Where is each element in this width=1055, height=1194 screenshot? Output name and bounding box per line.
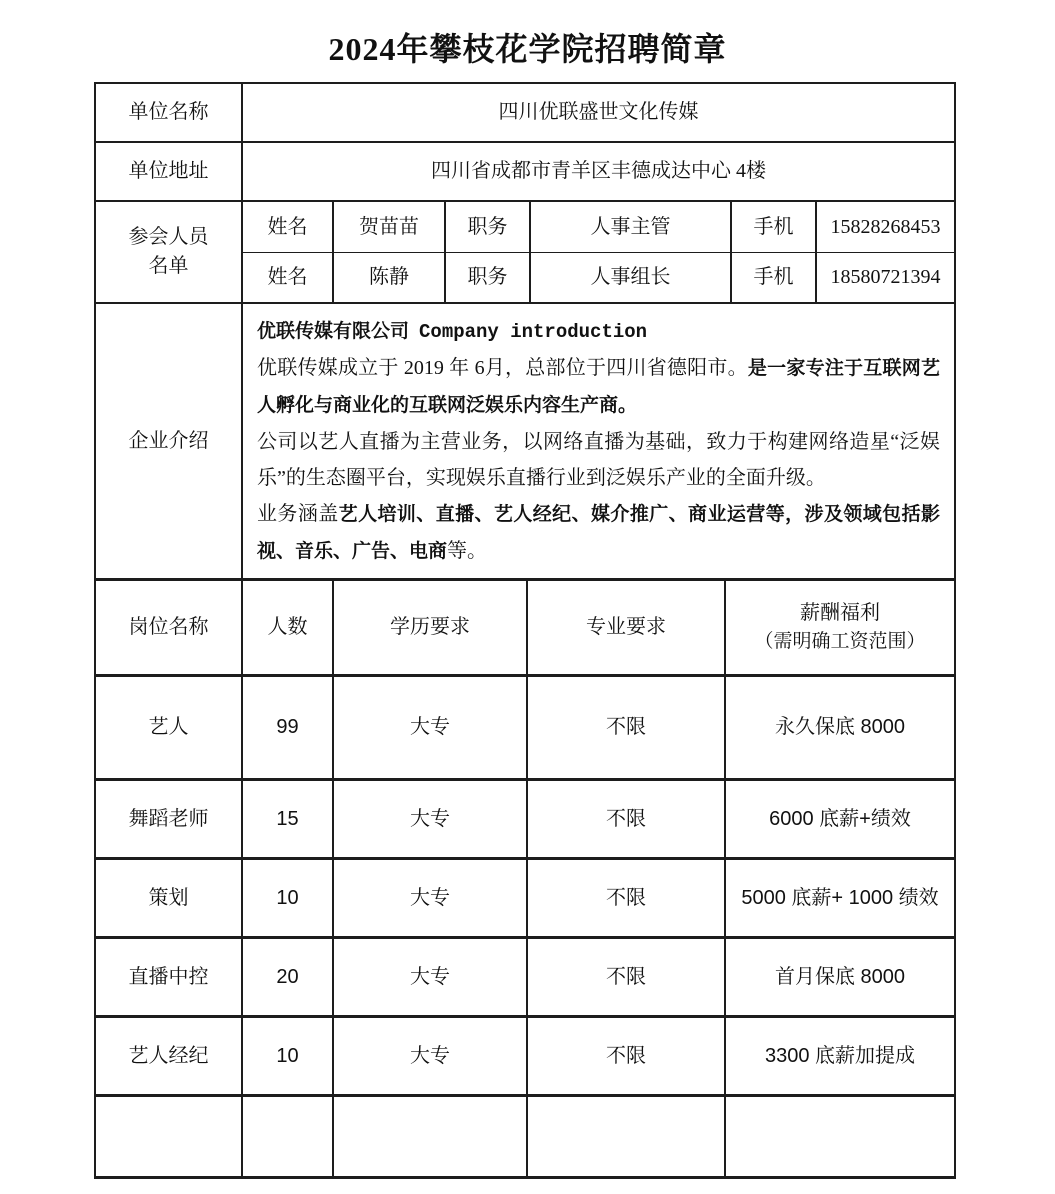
job-row-cehua: [96, 857, 954, 936]
job-name: 直播中控: [128, 965, 209, 988]
job-row-yiren: [96, 674, 954, 778]
participant2-name-label: 姓名: [241, 252, 332, 302]
jobs-header-major: 专业要求: [526, 581, 724, 674]
job-name: 艺人: [148, 716, 189, 738]
participants-label-line2: 名单: [148, 255, 189, 277]
job-education: 大专: [332, 939, 526, 1015]
jobs-header-salary: [724, 581, 954, 674]
empty-cell: [96, 1097, 241, 1176]
intro-p1-normal: 优联传媒成立于 2019 年 6月，总部位于四川省德阳市。: [257, 357, 748, 379]
jobs-header-salary-line2: （需明确工资范围）: [754, 631, 926, 653]
empty-cell: [724, 1097, 954, 1176]
job-major: 不限: [526, 781, 724, 857]
job-row-wudaolaoshi: [96, 778, 954, 857]
company-intro-heading-cn: 优联传媒有限公司: [257, 321, 410, 342]
page-title: 2024年攀枝花学院招聘简章: [328, 31, 727, 67]
job-salary: 6000 底薪+绩效: [724, 781, 954, 857]
empty-cell: [241, 1097, 332, 1176]
job-salary: 首月保底 8000: [724, 939, 954, 1015]
jobs-header-education: 学历要求: [332, 581, 526, 674]
participants-rows: [96, 200, 954, 302]
company-intro-row: [96, 302, 954, 578]
job-count: 99: [241, 677, 332, 778]
job-count: 20: [241, 939, 332, 1015]
empty-cell: [526, 1097, 724, 1176]
intro-p3-tail: 等。: [447, 540, 488, 562]
participant1-duty-label: 职务: [444, 202, 529, 252]
jobs-header-row: [96, 578, 954, 674]
job-count: 10: [241, 860, 332, 936]
participant1-phone: 15828268453: [815, 202, 954, 252]
job-education: 大专: [332, 781, 526, 857]
job-salary: 3300 底薪加提成: [724, 1018, 954, 1094]
intro-p3-normal: 业务涵盖: [257, 503, 339, 525]
company-intro-paragraph3: [257, 496, 940, 570]
participant2-name: 陈静: [332, 252, 444, 302]
unit-address-row: [96, 141, 954, 200]
unit-name-row: [96, 84, 954, 141]
job-major: 不限: [526, 860, 724, 936]
job-row-zhibozhongkong: [96, 936, 954, 1015]
job-salary: 5000 底薪+ 1000 绩效: [724, 860, 954, 936]
job-major: 不限: [526, 1018, 724, 1094]
job-count: 15: [241, 781, 332, 857]
company-intro-paragraph1: [257, 350, 940, 424]
job-count: 10: [241, 1018, 332, 1094]
company-intro-heading: [257, 313, 940, 350]
participant2-duty-label: 职务: [444, 252, 529, 302]
recruitment-table: [94, 82, 956, 1179]
job-education: 大专: [332, 677, 526, 778]
unit-address-label: 单位地址: [128, 160, 209, 182]
participant1-name: 贺苗苗: [332, 202, 444, 252]
participant2-duty: 人事组长: [529, 252, 730, 302]
company-intro-heading-en: Company introduction: [419, 321, 648, 343]
company-intro-label: 企业介绍: [128, 429, 209, 452]
company-intro-content: [241, 304, 954, 578]
participant1-name-label: 姓名: [241, 202, 332, 252]
job-major: 不限: [526, 939, 724, 1015]
job-row-yirenjingji: [96, 1015, 954, 1094]
job-salary: 永久保底 8000: [724, 677, 954, 778]
job-education: 大专: [332, 1018, 526, 1094]
participant1-phone-label: 手机: [730, 202, 815, 252]
job-education: 大专: [332, 860, 526, 936]
empty-cell: [332, 1097, 526, 1176]
job-name: 策划: [148, 886, 189, 909]
jobs-header-salary-line1: 薪酬福利: [800, 602, 880, 625]
participant2-phone: 18580721394: [815, 252, 954, 302]
company-intro-paragraph2: 公司以艺人直播为主营业务，以网络直播为基础，致力于构建网络造星“泛娱乐”的生态圈平台，实现娱乐直播行业到泛娱乐产业的全面升级。: [257, 431, 940, 489]
unit-name-value: 四川优联盛世文化传媒: [241, 84, 954, 141]
participant1-duty: 人事主管: [529, 202, 730, 252]
unit-name-label: 单位名称: [128, 101, 209, 123]
participants-label-line1: 参会人员: [128, 226, 209, 248]
job-name: 舞蹈老师: [128, 807, 209, 830]
job-major: 不限: [526, 677, 724, 778]
participants-label: [96, 202, 241, 302]
unit-address-value: 四川省成都市青羊区丰德成达中心 4楼: [241, 143, 954, 200]
intro-p3-bold: 艺人培训、直播、艺人经纪、媒介推广、商业运营等，涉及领域包括影视、音乐、广告、电商: [257, 504, 940, 562]
jobs-header-count: 人数: [241, 581, 332, 674]
job-name: 艺人经纪: [128, 1044, 209, 1067]
empty-row: [96, 1094, 954, 1176]
intro-p1-bold: 是一家专注于互联网艺人孵化与商业化的互联网泛娱乐内容生产商。: [257, 358, 940, 416]
jobs-header-name: 岗位名称: [128, 616, 209, 638]
participant2-phone-label: 手机: [730, 252, 815, 302]
